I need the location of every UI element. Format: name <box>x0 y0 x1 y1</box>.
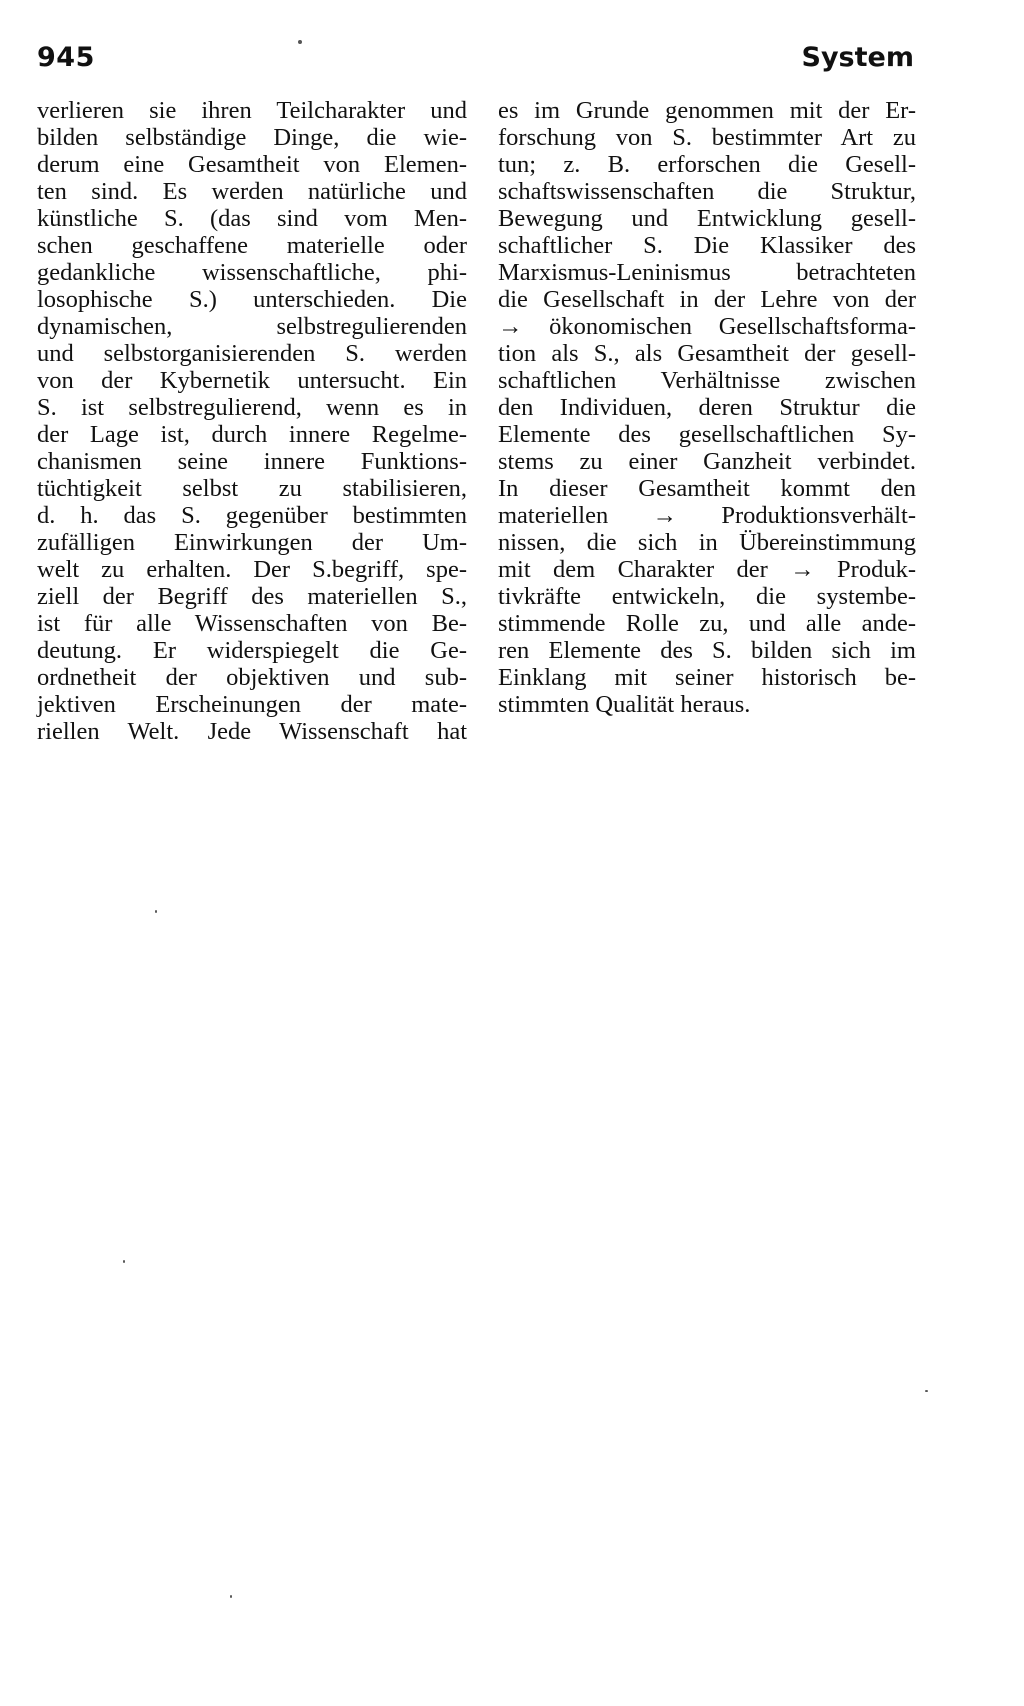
text-line: der Lage ist, durch innere Regelme- <box>37 421 467 448</box>
text-line: tun; z. B. erforschen die Gesell- <box>498 151 916 178</box>
text-line: nissen, die sich in Übereinstimmung <box>498 529 916 556</box>
right-column <box>498 97 916 718</box>
text-line: riellen Welt. Jede Wissenschaft hat <box>37 718 467 745</box>
text-line: ren Elemente des S. bilden sich im <box>498 637 916 664</box>
text-line: verlieren sie ihren Teilcharakter und <box>37 97 467 124</box>
text-line: ist für alle Wissenschaften von Be- <box>37 610 467 637</box>
text-line: tüchtigkeit selbst zu stabilisieren, <box>37 475 467 502</box>
text-line: ten sind. Es werden natürliche und <box>37 178 467 205</box>
text-line: stimmende Rolle zu, und alle ande- <box>498 610 916 637</box>
text-line: von der Kybernetik untersucht. Ein <box>37 367 467 394</box>
text-line: stems zu einer Ganzheit verbindet. <box>498 448 916 475</box>
left-column <box>37 97 467 745</box>
text-line: deutung. Er widerspiegelt die Ge- <box>37 637 467 664</box>
text-line: forschung von S. bestimmter Art zu <box>498 124 916 151</box>
text-line: Einklang mit seiner historisch be- <box>498 664 916 691</box>
text-line: Marxismus-Leninismus betrachteten <box>498 259 916 286</box>
text-line: schen geschaffene materielle oder <box>37 232 467 259</box>
text-line: es im Grunde genommen mit der Er- <box>498 97 916 124</box>
scan-speck <box>155 910 157 913</box>
text-line: S. ist selbstregulierend, wenn es in <box>37 394 467 421</box>
text-line: → ökonomischen Gesellschaftsforma- <box>498 313 916 340</box>
text-line: losophische S.) unterschieden. Die <box>37 286 467 313</box>
scan-speck <box>925 1390 928 1392</box>
scan-speck <box>230 1595 232 1598</box>
text-line: welt zu erhalten. Der S.begriff, spe- <box>37 556 467 583</box>
text-line: und selbstorganisierenden S. werden <box>37 340 467 367</box>
text-line: künstliche S. (das sind vom Men- <box>37 205 467 232</box>
text-line: tion als S., als Gesamtheit der gesell- <box>498 340 916 367</box>
text-line: dynamischen, selbstregulierenden <box>37 313 467 340</box>
text-line: chanismen seine innere Funktions- <box>37 448 467 475</box>
text-line: schaftlichen Verhältnisse zwischen <box>498 367 916 394</box>
text-line: schaftswissenschaften die Struktur, <box>498 178 916 205</box>
running-head: System <box>801 42 914 73</box>
text-line: ziell der Begriff des materiellen S., <box>37 583 467 610</box>
text-line: Bewegung und Entwicklung gesell- <box>498 205 916 232</box>
text-line: materiellen → Produktionsverhält- <box>498 502 916 529</box>
text-line: In dieser Gesamtheit kommt den <box>498 475 916 502</box>
text-line: die Gesellschaft in der Lehre von der <box>498 286 916 313</box>
text-line: mit dem Charakter der → Produk- <box>498 556 916 583</box>
text-line: bilden selbständige Dinge, die wie- <box>37 124 467 151</box>
scan-speck <box>298 40 302 44</box>
text-line: ordnetheit der objektiven und sub- <box>37 664 467 691</box>
text-line: Elemente des gesellschaftlichen Sy- <box>498 421 916 448</box>
scan-speck <box>123 1260 125 1263</box>
text-line: stimmten Qualität heraus. <box>498 691 751 718</box>
text-line: zufälligen Einwirkungen der Um- <box>37 529 467 556</box>
text-line: d. h. das S. gegenüber bestimmten <box>37 502 467 529</box>
text-line: den Individuen, deren Struktur die <box>498 394 916 421</box>
text-line: derum eine Gesamtheit von Elemen- <box>37 151 467 178</box>
page-number: 945 <box>37 42 95 73</box>
text-line: schaftlicher S. Die Klassiker des <box>498 232 916 259</box>
text-line: tivkräfte entwickeln, die systembe- <box>498 583 916 610</box>
text-line: jektiven Erscheinungen der mate- <box>37 691 467 718</box>
text-line: gedankliche wissenschaftliche, phi- <box>37 259 467 286</box>
